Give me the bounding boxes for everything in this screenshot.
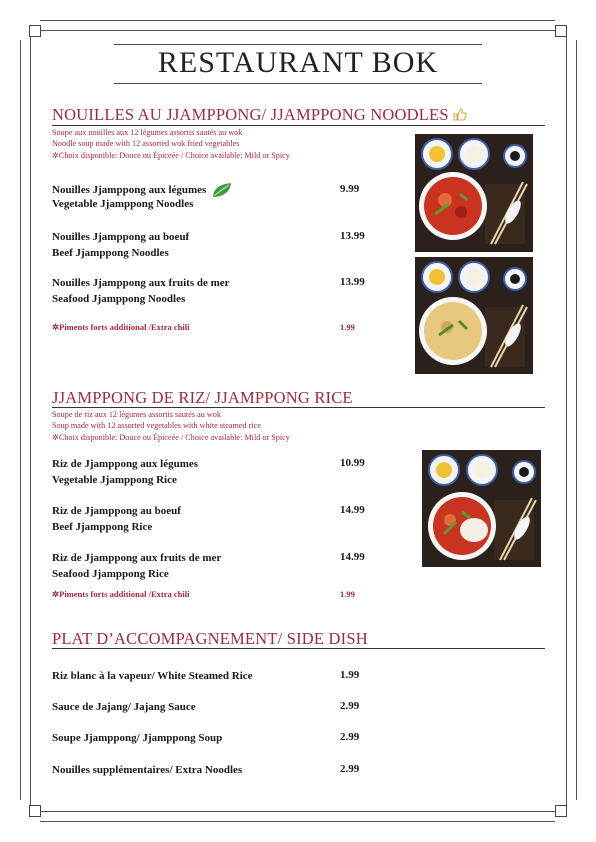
dish-photo-mild-noodles bbox=[415, 257, 533, 374]
section-rule-side bbox=[52, 648, 545, 649]
section-desc-en: Soup made with 12 assorted vegetables with white steamed rice bbox=[52, 421, 261, 430]
item-price: 13.99 bbox=[340, 230, 365, 242]
menu-item bbox=[52, 275, 230, 307]
item-price: 1.99 bbox=[340, 669, 360, 681]
section-rule-noodles bbox=[52, 125, 545, 126]
extra-chili-note: ✲Piments forts additional /Extra chili bbox=[52, 589, 190, 599]
item-name-en: Beef Jjamppong Noodles bbox=[52, 247, 169, 259]
item-price: 10.99 bbox=[340, 457, 365, 469]
item-name-en: Seafood Jjamppong Rice bbox=[52, 568, 169, 580]
extra-chili-note: ✲Piments forts additional /Extra chili bbox=[52, 322, 190, 332]
section-rule-rice bbox=[52, 407, 545, 408]
side-item: Soupe Jjamppong/ Jjamppong Soup bbox=[52, 732, 223, 744]
item-price: 14.99 bbox=[340, 551, 365, 563]
section-title-text: NOUILLES AU JJAMPPONG/ JJAMPPONG NOODLES bbox=[52, 105, 449, 124]
dish-photo-spicy-noodles bbox=[415, 134, 533, 252]
item-name-en: Vegetable Jjamppong Rice bbox=[52, 474, 177, 486]
page-title: RESTAURANT BOK bbox=[157, 46, 439, 79]
item-name-fr: Nouilles Jjamppong au boeuf bbox=[52, 231, 190, 243]
corner-ornament bbox=[29, 805, 41, 817]
title-rule-bottom bbox=[114, 83, 482, 84]
section-desc-fr: Soupe aux nouilles aux 12 légumes assortis sautés au wok bbox=[52, 128, 243, 137]
item-name-fr: Nouilles Jjamppong aux fruits de mer bbox=[52, 277, 230, 289]
corner-ornament bbox=[555, 805, 567, 817]
dish-photo-jjamppong-rice bbox=[422, 450, 541, 567]
extra-chili-price: 1.99 bbox=[340, 589, 355, 599]
item-price: 9.99 bbox=[340, 183, 360, 195]
section-title-noodles bbox=[52, 106, 467, 124]
corner-ornament bbox=[29, 25, 41, 37]
item-price: 2.99 bbox=[340, 763, 360, 775]
section-choice: ✲Choix disponible: Douce ou Épiceée / Choice available: Mild or Spicy bbox=[52, 151, 290, 160]
item-price: 13.99 bbox=[340, 276, 365, 288]
item-price: 14.99 bbox=[340, 504, 365, 516]
menu-item bbox=[52, 229, 189, 261]
item-name-fr: Riz de Jjamppong aux légumes bbox=[52, 458, 199, 470]
section-desc-en: Noodle soup made with 12 assorted wok fried vegetables bbox=[52, 139, 240, 148]
section-title-rice: JJAMPPONG DE RIZ/ JJAMPPONG RICE bbox=[52, 388, 353, 407]
item-name-fr: Nouilles Jjamppong aux légumes bbox=[52, 181, 233, 199]
item-price: 2.99 bbox=[340, 700, 360, 712]
item-name-en: Vegetable Jjamppong Noodles bbox=[52, 198, 194, 210]
menu-item bbox=[52, 503, 181, 535]
item-name-en: Seafood Jjamppong Noodles bbox=[52, 293, 186, 305]
item-name-en: Beef Jjamppong Rice bbox=[52, 521, 153, 533]
item-name-fr: Riz de Jjamppong aux fruits de mer bbox=[52, 552, 222, 564]
side-item: Sauce de Jajang/ Jajang Sauce bbox=[52, 701, 196, 713]
corner-ornament bbox=[555, 25, 567, 37]
section-desc-fr: Soupe de riz aux 12 légumes assortis sautés au wok bbox=[52, 410, 221, 419]
thumbs-up-icon bbox=[453, 108, 467, 121]
section-choice: ✲Choix disponible: Douce ou Épiceée / Choice available: Mild or Spicy bbox=[52, 433, 290, 442]
menu-item bbox=[52, 181, 233, 212]
section-title-side: PLAT D’ACCOMPAGNEMENT/ SIDE DISH bbox=[52, 629, 368, 648]
side-item: Riz blanc à la vapeur/ White Steamed Rice bbox=[52, 670, 253, 682]
item-name-fr: Riz de Jjamppong au boeuf bbox=[52, 505, 181, 517]
item-price: 2.99 bbox=[340, 731, 360, 743]
menu-item bbox=[52, 456, 198, 488]
extra-chili-price: 1.99 bbox=[340, 322, 355, 332]
side-item: Nouilles supplémentaires/ Extra Noodles bbox=[52, 764, 243, 776]
menu-item bbox=[52, 550, 221, 582]
leaf-icon bbox=[211, 181, 233, 199]
